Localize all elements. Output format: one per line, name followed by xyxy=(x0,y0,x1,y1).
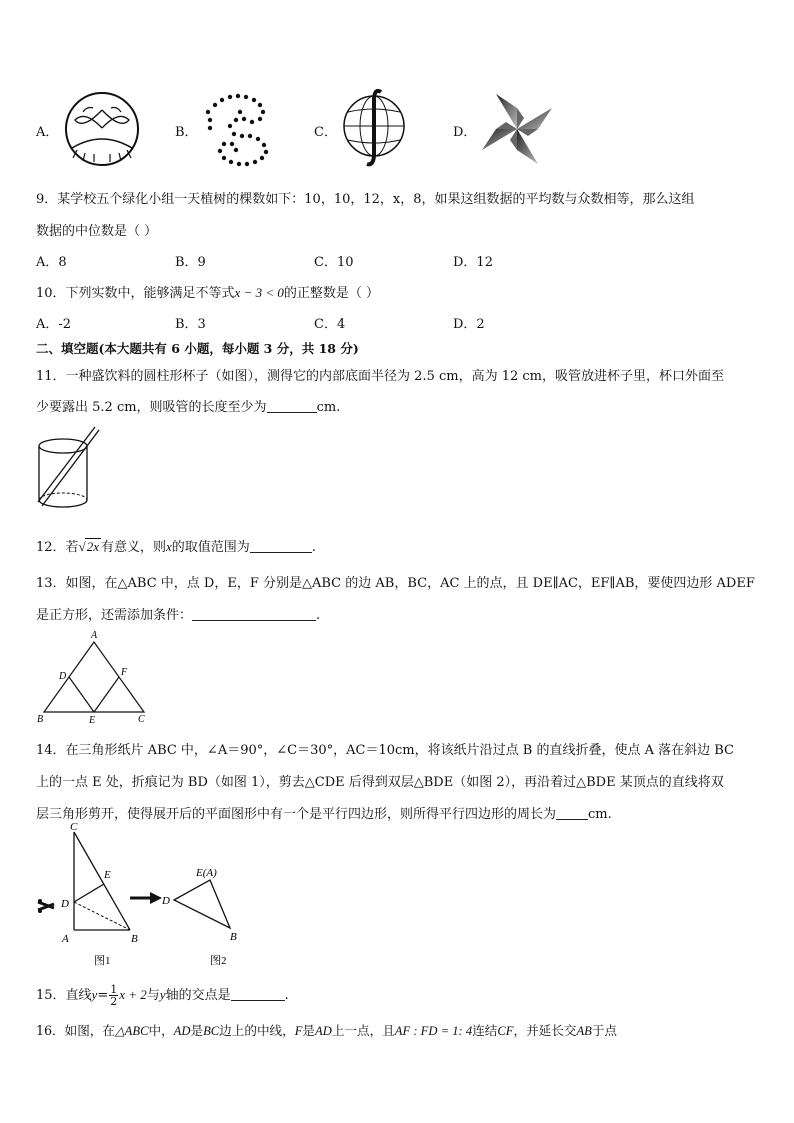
q15-y: y xyxy=(91,987,98,1002)
q16-p8: ，并延长交 xyxy=(513,1023,577,1038)
q11-text-line2 xyxy=(36,396,340,415)
fig1-caption: 图1 xyxy=(94,955,111,967)
q9-option-a: A．8 xyxy=(36,255,67,270)
dotted-swirl-pattern-icon xyxy=(200,92,276,168)
arrow-right-icon xyxy=(130,892,162,904)
answer-blank xyxy=(192,608,316,621)
q16-bc: BC xyxy=(203,1024,220,1038)
q12-variable: x xyxy=(165,539,172,554)
q10-text xyxy=(36,282,379,301)
q8-option-b-label: B． xyxy=(175,125,198,140)
label-b: B xyxy=(37,714,44,725)
q13-line2-suffix: . xyxy=(316,608,321,623)
sqrt-sign: √ xyxy=(78,539,86,554)
q12-prefix: 12．若 xyxy=(36,540,79,555)
q10-option-c: C．4 xyxy=(314,317,346,332)
q8-option-a-label: A． xyxy=(36,125,59,140)
q14-text-line1: 14．在三角形纸片 ABC 中，∠A＝90°，∠C＝30°，AC＝10cm，将该纸片沿过点 B 的直线折叠，使点 A 落在斜边 BC xyxy=(36,743,734,758)
label-d: D xyxy=(59,671,67,682)
fig1-label-e: E xyxy=(104,869,111,881)
q16-ad2: AD xyxy=(315,1024,332,1038)
q16-p4: 边上的中线， xyxy=(219,1023,295,1038)
q14-text-line2: 上的一点 E 处，折痕记为 BD（如图 1），剪去△CDE 后得到双层△BDE（如图 2），再沿着过△BDE 某顶点的直线将双 xyxy=(36,775,724,790)
q8-option-c-label: C． xyxy=(314,125,337,140)
fig2-label-ea: E(A) xyxy=(196,867,217,879)
q16-p7: 连结 xyxy=(472,1023,498,1038)
q12-suffix: 的取值范围为 xyxy=(171,540,250,555)
answer-blank xyxy=(267,400,317,413)
q16-p6: 上一点，且 xyxy=(331,1023,395,1038)
q16-ratio: AF : FD = 1: 4 xyxy=(394,1024,473,1038)
answer-blank xyxy=(250,540,312,553)
scissors-icon xyxy=(38,899,54,913)
fig1-label-c: C xyxy=(70,821,78,833)
fraction-numerator: 1 xyxy=(110,983,118,996)
q16-triangle: △ABC xyxy=(115,1024,149,1038)
label-f: F xyxy=(121,667,128,678)
q15-eq: = xyxy=(97,988,109,1003)
q10-option-a: A．-2 xyxy=(36,317,72,332)
q15-axis-y: y xyxy=(159,987,166,1002)
q16-f: F xyxy=(294,1024,303,1038)
q10-option-b: B．3 xyxy=(175,317,206,332)
q15-fraction xyxy=(109,984,118,1007)
q16-text xyxy=(36,1020,617,1039)
q15-suffix: 轴的交点是 xyxy=(165,988,231,1003)
q9-text-line1: 9．某学校五个绿化小组一天植树的棵数如下：10，10，12，x，8，如果这组数据的平均数与众数相等，那么这组 xyxy=(36,192,695,207)
fig2-label-d: D xyxy=(162,895,170,907)
q16-ab: AB xyxy=(576,1024,592,1038)
q8-option-d-label: D． xyxy=(453,125,477,140)
q12-text xyxy=(36,536,316,555)
integral-globe-symbol-icon xyxy=(337,86,411,170)
q14-line3-prefix: 层三角形剪开，使得展开后的平面图形中有一个是平行四边形，则所得平行四边形的周长为 xyxy=(36,807,557,822)
q11-text-line1: 11．一种盛饮料的圆柱形杯子（如图），测得它的内部底面半径为 2.5 cm，高为 12 cm，吸管放进杯子里，杯口外面至 xyxy=(36,369,725,384)
q11-line2-prefix: 少要露出 5.2 cm，则吸管的长度至少为 xyxy=(36,400,267,415)
q9-option-d: D．12 xyxy=(453,255,493,270)
q15-text xyxy=(36,984,289,1007)
q13-line2-prefix: 是正方形，还需添加条件： xyxy=(36,608,193,623)
fig1-label-a: A xyxy=(62,933,69,945)
q15-middle: 与 xyxy=(146,988,160,1003)
q16-p2: 中， xyxy=(148,1023,174,1038)
answer-blank xyxy=(556,807,588,820)
q16-p3: 是 xyxy=(190,1023,204,1038)
q13-text-line2 xyxy=(36,604,320,623)
q9-option-b: B．9 xyxy=(175,255,206,270)
pinwheel-shape-icon xyxy=(478,90,556,168)
section-heading: 二、填空题(本大题共有 6 小题，每小题 3 分，共 18 分) xyxy=(36,341,359,356)
q12-middle: 有意义，则 xyxy=(100,540,166,555)
q10-inequality: x − 3 < 0 xyxy=(234,285,284,300)
q10-option-d: D．2 xyxy=(453,317,485,332)
fig1-label-d: D xyxy=(61,898,69,910)
fig2-caption: 图2 xyxy=(210,955,227,967)
answer-blank xyxy=(231,988,285,1001)
label-a: A xyxy=(91,630,98,641)
q16-p5: 是 xyxy=(302,1023,316,1038)
q16-cf: CF xyxy=(497,1024,514,1038)
fraction-denominator: 2 xyxy=(110,995,118,1008)
fold-triangle-figures xyxy=(34,818,254,972)
q9-option-c: C．10 xyxy=(314,255,354,270)
q14-line3-suffix: cm. xyxy=(588,807,612,822)
triangle-adef-figure xyxy=(32,628,156,726)
q13-text-line1: 13．如图，在△ABC 中，点 D，E，F 分别是△ABC 的边 AB，BC，AC 上的点，且 DE∥AC，EF∥AB，要使四边形 ADEF xyxy=(36,576,755,591)
q15-end: . xyxy=(284,988,289,1003)
q12-end: . xyxy=(311,540,316,555)
q16-p1: 16．如图，在 xyxy=(36,1023,115,1038)
q10-prefix: 10．下列实数中，能够满足不等式 xyxy=(36,286,235,301)
q15-prefix: 15．直线 xyxy=(36,988,92,1003)
fig1-label-b: B xyxy=(131,933,138,945)
q12-radicand: 2x xyxy=(86,539,99,554)
decorative-circle-pattern-icon xyxy=(63,90,141,168)
label-e: E xyxy=(89,715,96,726)
q9-text-line2: 数据的中位数是（ ） xyxy=(36,224,158,239)
q11-line2-suffix: cm. xyxy=(316,400,341,415)
q16-p9: 于点 xyxy=(591,1023,618,1038)
q16-ad: AD xyxy=(173,1024,191,1038)
q15-rest: x + 2 xyxy=(119,987,147,1002)
q10-suffix: 的正整数是（ ） xyxy=(283,286,380,301)
cylinder-cup-figure xyxy=(33,426,105,516)
label-c: C xyxy=(138,714,145,725)
fig2-label-b: B xyxy=(230,931,237,943)
